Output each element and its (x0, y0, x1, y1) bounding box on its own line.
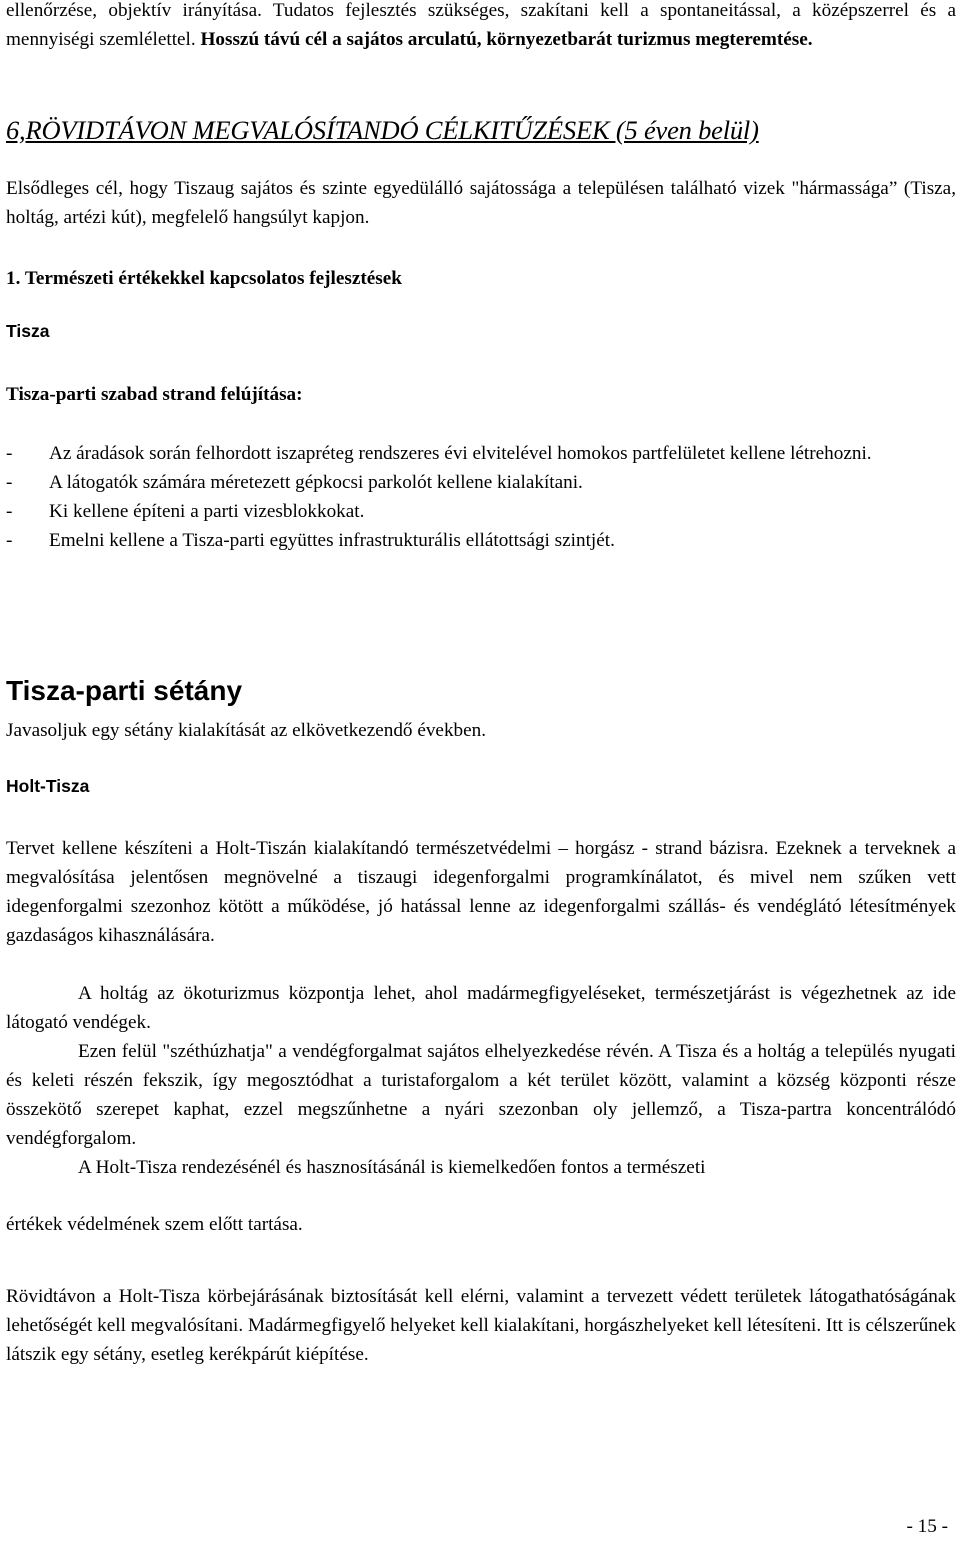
holt-paragraph-2: A holtág az ökoturizmus központja lehet, ahol madármegfigyeléseket, természetjárást is végezhetnek az ide látogató vendégek. (6, 983, 956, 1033)
page-number: - 15 - (906, 1516, 948, 1537)
holt-paragraph-1: Tervet kellene készíteni a Holt-Tiszán kialakítandó természetvédelmi – horgász - strand bázisra. Ezeknek a terveknek a megvalósítása jelentősen megnövelné a tiszaugi idegenforgalmi programkínálatot, és mivel nem szűken vett idegenforgalmi szezonhoz kötött a működése, jó hatással lenne az idegenforgalmi szállás- és vendéglátó létesítmények gazdaságos kihasználására. (6, 838, 956, 946)
strand-bullet-list (6, 439, 956, 555)
tisza-label: Tisza (6, 321, 50, 341)
holt-paragraph-4-line-1: A Holt-Tisza rendezésénél és hasznosításánál is kiemelkedően fontos a természeti (78, 1157, 706, 1178)
strand-heading: Tisza-parti szabad strand felújítása: (6, 384, 303, 405)
list-item: - A látogatók számára méretezett gépkocsi parkolót kellene kialakítani. (6, 468, 956, 497)
holt-paragraph-5: Rövidtávon a Holt-Tisza körbejárásának biztosítását kell elérni, valamint a tervezett védett területek látogathatóságának lehetőségét kell megvalósítani. Madármegfigyelő helyeket kell kialakítani, horgászhelyeket kell létesíteni. Itt is célszerűnek látszik egy sétány, esetleg kerékpárút kiépítése. (6, 1286, 956, 1365)
setany-text: Javasoljuk egy sétány kialakítását az elkövetkezendő években. (6, 720, 487, 741)
intro-goal-sentence: Hosszú távú cél a sajátos arculatú, környezetbarát turizmus megteremtése. (200, 29, 813, 50)
list-item: - Emelni kellene a Tisza-parti együttes infrastrukturális ellátottsági szintjét. (6, 526, 956, 555)
holt-paragraph-3: Ezen felül "széthúzhatja" a vendégforgalmat sajátos elhelyezkedése révén. A Tisza és a holtág a település nyugati és keleti részén fekszik, így megosztódhat a turistaforgalom a két terület között, valamint a község központi része összekötő szerepet kaphat, ezzel megszűnhetne a nyári szezonban oly jellemző, a Tisza-partra koncentrálódó vendégforgalom. (6, 1041, 956, 1149)
list-item: - Az áradások során felhordott iszapréteg rendszeres évi elvitelével homokos partfelületet kellene létrehozni. (6, 439, 956, 468)
subsection-heading: 1. Természeti értékekkel kapcsolatos fejlesztések (6, 268, 402, 289)
intro-paragraph (6, 0, 956, 54)
intro-sentence: ellenőrzése, objektív irányítása. Tudatos fejlesztés szükséges, szakítani kell a spontaneitással, a középszerrel és a mennyiségi szemlélettel. (6, 0, 956, 50)
holt-paragraph-4-line-2: értékek védelmének szem előtt tartása. (6, 1214, 303, 1235)
holt-tisza-label: Holt-Tisza (6, 776, 90, 796)
section-heading: 6,RÖVIDTÁVON MEGVALÓSÍTANDÓ CÉLKITŰZÉSEK (5 éven belül) (6, 115, 759, 145)
list-item: - Ki kellene építeni a parti vizesblokkokat. (6, 497, 956, 526)
setany-heading: Tisza-parti sétány (6, 675, 243, 706)
section-intro-paragraph: Elsődleges cél, hogy Tiszaug sajátos és szinte egyedülálló sajátossága a településen található vizek "hármassága” (Tisza, holtág, artézi kút), megfelelő hangsúlyt kapjon. (6, 178, 956, 228)
